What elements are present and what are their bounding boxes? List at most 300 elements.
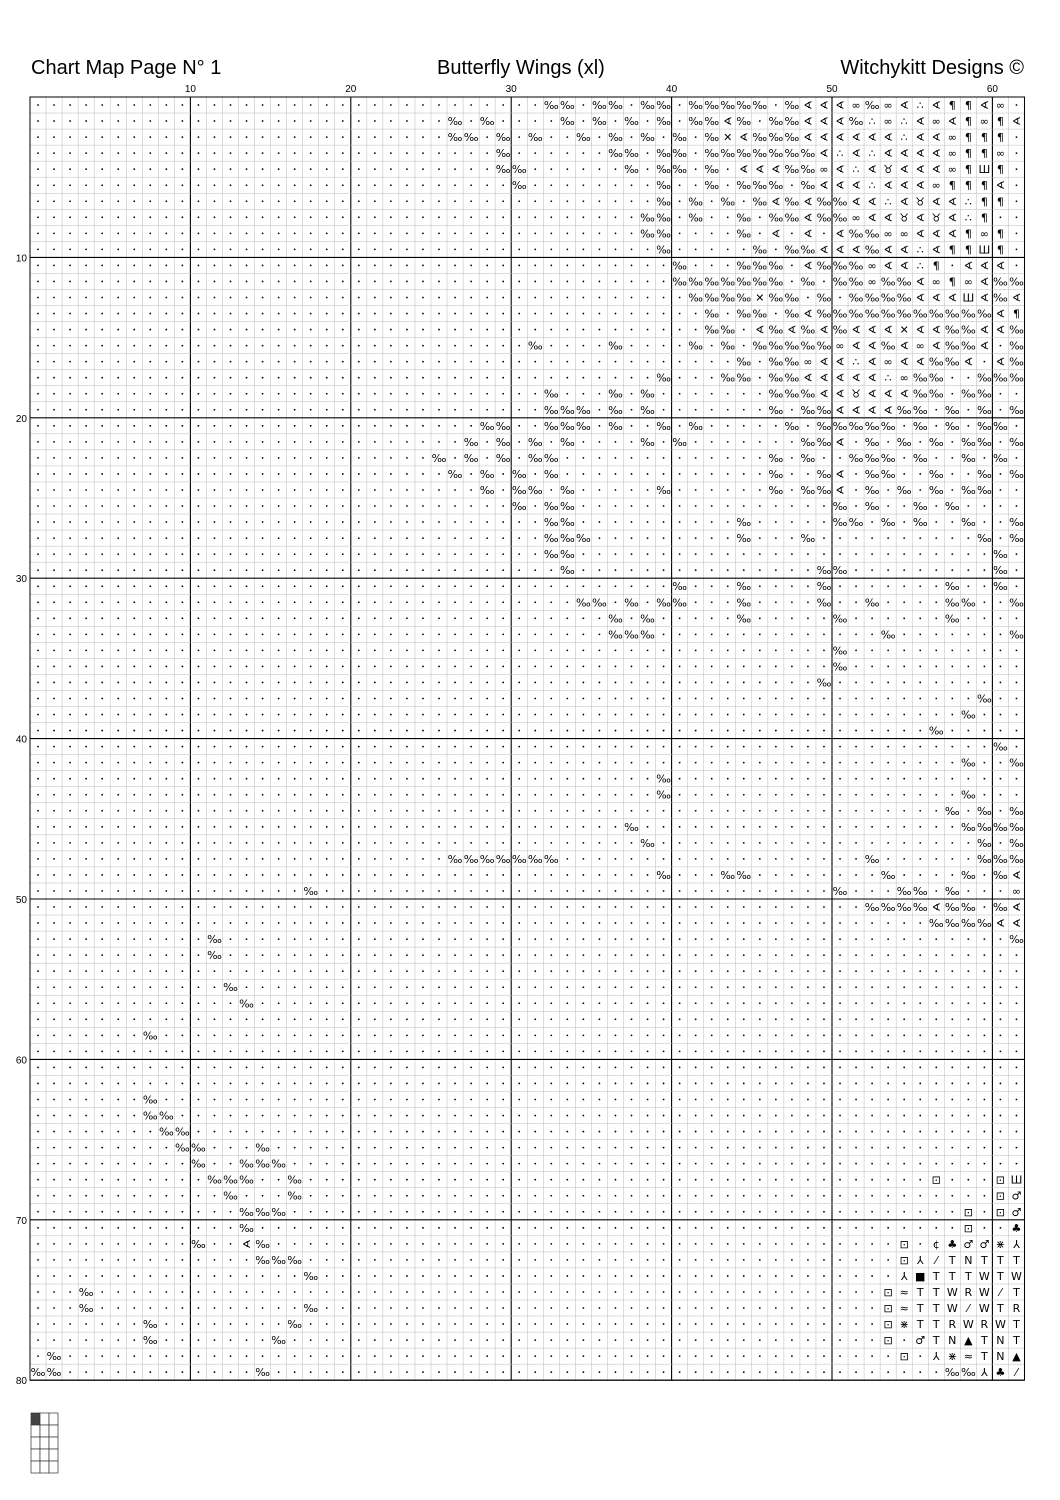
empty-cell-dot [149, 553, 151, 555]
empty-cell-dot [518, 1115, 520, 1117]
empty-cell-dot [69, 1243, 71, 1245]
empty-cell-dot [550, 1115, 552, 1117]
empty-cell-dot [101, 457, 103, 459]
empty-cell-dot [326, 938, 328, 940]
empty-cell-dot [181, 457, 183, 459]
empty-cell-dot [823, 1115, 825, 1117]
empty-cell-dot [871, 810, 873, 812]
empty-cell-dot [133, 489, 135, 491]
empty-cell-dot [518, 954, 520, 956]
stitch-symbol: ‰ [1009, 804, 1024, 818]
empty-cell-dot [871, 698, 873, 700]
empty-cell-dot [791, 778, 793, 780]
empty-cell-dot [1016, 778, 1018, 780]
empty-cell-dot [983, 1067, 985, 1069]
empty-cell-dot [775, 858, 777, 860]
empty-cell-dot [647, 329, 649, 331]
empty-cell-dot [502, 521, 504, 523]
stitch-symbol: ‰ [928, 917, 944, 931]
empty-cell-dot [149, 457, 151, 459]
empty-cell-dot [198, 168, 200, 170]
empty-cell-dot [823, 954, 825, 956]
empty-cell-dot [422, 553, 424, 555]
empty-cell-dot [278, 104, 280, 106]
empty-cell-dot [149, 1083, 151, 1085]
empty-cell-dot [374, 1259, 376, 1261]
empty-cell-dot [230, 377, 232, 379]
empty-cell-dot [759, 970, 761, 972]
empty-cell-dot [165, 313, 167, 315]
empty-cell-dot [262, 1083, 264, 1085]
empty-cell-dot [759, 505, 761, 507]
empty-cell-dot [181, 265, 183, 267]
empty-cell-dot [695, 986, 697, 988]
empty-cell-dot [422, 1099, 424, 1101]
empty-cell-dot [903, 537, 905, 539]
empty-cell-dot [230, 1259, 232, 1261]
stitch-symbol: ⅄ [916, 1253, 924, 1267]
empty-cell-dot [149, 922, 151, 924]
empty-cell-dot [358, 168, 360, 170]
stitch-symbol: ‰ [704, 179, 720, 193]
empty-cell-dot [262, 505, 264, 507]
empty-cell-dot [230, 1147, 232, 1149]
empty-cell-dot [133, 682, 135, 684]
stitch-symbol: ∢ [883, 147, 893, 161]
empty-cell-dot [663, 1067, 665, 1069]
empty-cell-dot [342, 1275, 344, 1277]
empty-cell-dot [711, 265, 713, 267]
empty-cell-dot [486, 890, 488, 892]
empty-cell-dot [823, 1131, 825, 1133]
empty-cell-dot [502, 361, 504, 363]
empty-cell-dot [342, 938, 344, 940]
stitch-symbol: ‰ [928, 467, 944, 481]
empty-cell-dot [69, 104, 71, 106]
empty-cell-dot [117, 200, 119, 202]
empty-cell-dot [165, 505, 167, 507]
stitch-symbol: ‰ [928, 724, 944, 738]
empty-cell-dot [807, 1002, 809, 1004]
empty-cell-dot [454, 1034, 456, 1036]
stitch-symbol: ‰ [768, 179, 784, 193]
empty-cell-dot [53, 730, 55, 732]
empty-cell-dot [502, 1034, 504, 1036]
empty-cell-dot [631, 1018, 633, 1020]
empty-cell-dot [133, 842, 135, 844]
empty-cell-dot [647, 906, 649, 908]
stitch-symbol: ‰ [656, 483, 671, 497]
empty-cell-dot [198, 986, 200, 988]
empty-cell-dot [486, 906, 488, 908]
stitch-symbol: ∢ [867, 387, 877, 401]
empty-cell-dot [775, 698, 777, 700]
empty-cell-dot [631, 409, 633, 411]
empty-cell-dot [246, 633, 248, 635]
empty-cell-dot [711, 1163, 713, 1165]
empty-cell-dot [647, 1259, 649, 1261]
empty-cell-dot [647, 1227, 649, 1229]
empty-cell-dot [358, 489, 360, 491]
empty-cell-dot [855, 1211, 857, 1213]
empty-cell-dot [727, 858, 729, 860]
empty-cell-dot [486, 746, 488, 748]
empty-cell-dot [117, 361, 119, 363]
empty-cell-dot [871, 585, 873, 587]
empty-cell-dot [230, 1050, 232, 1052]
empty-cell-dot [214, 1099, 216, 1101]
empty-cell-dot [711, 200, 713, 202]
empty-cell-dot [149, 232, 151, 234]
empty-cell-dot [438, 1291, 440, 1293]
empty-cell-dot [149, 297, 151, 299]
empty-cell-dot [117, 1195, 119, 1197]
empty-cell-dot [85, 457, 87, 459]
empty-cell-dot [983, 521, 985, 523]
empty-cell-dot [214, 714, 216, 716]
empty-cell-dot [727, 617, 729, 619]
empty-cell-dot [599, 313, 601, 315]
empty-cell-dot [85, 441, 87, 443]
empty-cell-dot [37, 265, 39, 267]
empty-cell-dot [486, 1179, 488, 1181]
stitch-symbol: ∢ [979, 275, 989, 289]
empty-cell-dot [438, 810, 440, 812]
empty-cell-dot [1000, 810, 1002, 812]
empty-cell-dot [647, 762, 649, 764]
empty-cell-dot [871, 1243, 873, 1245]
empty-cell-dot [165, 281, 167, 283]
empty-cell-dot [101, 200, 103, 202]
empty-cell-dot [374, 826, 376, 828]
stitch-symbol: ‰ [736, 355, 752, 369]
empty-cell-dot [695, 473, 697, 475]
empty-cell-dot [807, 874, 809, 876]
empty-cell-dot [823, 553, 825, 555]
empty-cell-dot [37, 730, 39, 732]
empty-cell-dot [743, 569, 745, 571]
empty-cell-dot [967, 553, 969, 555]
empty-cell-dot [839, 1291, 841, 1293]
empty-cell-dot [374, 1179, 376, 1181]
empty-cell-dot [791, 858, 793, 860]
empty-cell-dot [791, 585, 793, 587]
stitch-symbol: ≈ [899, 1285, 909, 1299]
empty-cell-dot [133, 970, 135, 972]
empty-cell-dot [149, 1018, 151, 1020]
empty-cell-dot [550, 1067, 552, 1069]
stitch-symbol: ‰ [752, 275, 768, 289]
empty-cell-dot [133, 714, 135, 716]
empty-cell-dot [198, 906, 200, 908]
stitch-symbol: ∢ [931, 227, 941, 241]
empty-cell-dot [342, 281, 344, 283]
stitch-symbol: ‰ [207, 933, 222, 947]
empty-cell-dot [486, 521, 488, 523]
empty-cell-dot [294, 1163, 296, 1165]
empty-cell-dot [198, 954, 200, 956]
empty-cell-dot [502, 184, 504, 186]
stitch-symbol: ‰ [784, 99, 800, 113]
empty-cell-dot [807, 505, 809, 507]
empty-cell-dot [181, 521, 183, 523]
empty-cell-dot [374, 842, 376, 844]
empty-cell-dot [631, 1002, 633, 1004]
empty-cell-dot [1016, 1050, 1018, 1052]
stitch-symbol: ‰ [271, 1157, 287, 1171]
empty-cell-dot [342, 601, 344, 603]
empty-cell-dot [262, 922, 264, 924]
empty-cell-dot [759, 778, 761, 780]
empty-cell-dot [855, 858, 857, 860]
empty-cell-dot [727, 361, 729, 363]
empty-cell-dot [133, 1195, 135, 1197]
empty-cell-dot [935, 810, 937, 812]
empty-cell-dot [262, 1195, 264, 1197]
empty-cell-dot [647, 698, 649, 700]
empty-cell-dot [679, 986, 681, 988]
stitch-symbol: ‰ [720, 371, 736, 385]
empty-cell-dot [534, 585, 536, 587]
empty-cell-dot [117, 553, 119, 555]
empty-cell-dot [37, 1131, 39, 1133]
empty-cell-dot [935, 569, 937, 571]
empty-cell-dot [454, 1163, 456, 1165]
empty-cell-dot [198, 216, 200, 218]
empty-cell-dot [983, 730, 985, 732]
empty-cell-dot [839, 970, 841, 972]
empty-cell-dot [502, 890, 504, 892]
empty-cell-dot [133, 1179, 135, 1181]
empty-cell-dot [486, 1339, 488, 1341]
empty-cell-dot [727, 216, 729, 218]
empty-cell-dot [181, 1002, 183, 1004]
empty-cell-dot [615, 489, 617, 491]
empty-cell-dot [246, 377, 248, 379]
empty-cell-dot [198, 1034, 200, 1036]
empty-cell-dot [695, 1131, 697, 1133]
empty-cell-dot [615, 1083, 617, 1085]
empty-cell-dot [214, 248, 216, 250]
empty-cell-dot [117, 184, 119, 186]
empty-cell-dot [919, 666, 921, 668]
empty-cell-dot [262, 184, 264, 186]
empty-cell-dot [839, 906, 841, 908]
empty-cell-dot [919, 714, 921, 716]
empty-cell-dot [887, 441, 889, 443]
empty-cell-dot [37, 505, 39, 507]
empty-cell-dot [342, 505, 344, 507]
empty-cell-dot [310, 104, 312, 106]
empty-cell-dot [775, 970, 777, 972]
empty-cell-dot [887, 1147, 889, 1149]
empty-cell-dot [117, 1115, 119, 1117]
stitch-symbol: ∢ [915, 179, 925, 193]
empty-cell-dot [358, 1227, 360, 1229]
empty-cell-dot [438, 1179, 440, 1181]
empty-cell-dot [53, 746, 55, 748]
empty-cell-dot [470, 1099, 472, 1101]
stitch-symbol: ∢ [915, 211, 925, 225]
empty-cell-dot [919, 970, 921, 972]
empty-cell-dot [486, 585, 488, 587]
empty-cell-dot [214, 473, 216, 475]
stitch-symbol: ‰ [1009, 532, 1024, 546]
empty-cell-dot [358, 1195, 360, 1197]
empty-cell-dot [149, 698, 151, 700]
empty-cell-dot [181, 1115, 183, 1117]
empty-cell-dot [871, 537, 873, 539]
empty-cell-dot [839, 1163, 841, 1165]
stitch-symbol: ‰ [736, 291, 752, 305]
empty-cell-dot [358, 361, 360, 363]
empty-cell-dot [406, 120, 408, 122]
empty-cell-dot [406, 168, 408, 170]
empty-cell-dot [566, 1227, 568, 1229]
stitch-symbol: ‰ [640, 99, 655, 113]
empty-cell-dot [470, 505, 472, 507]
empty-cell-dot [53, 281, 55, 283]
empty-cell-dot [967, 1131, 969, 1133]
empty-cell-dot [599, 361, 601, 363]
empty-cell-dot [69, 1195, 71, 1197]
empty-cell-dot [871, 714, 873, 716]
empty-cell-dot [85, 714, 87, 716]
empty-cell-dot [101, 1275, 103, 1277]
empty-cell-dot [663, 1018, 665, 1020]
empty-cell-dot [983, 890, 985, 892]
empty-cell-dot [69, 1115, 71, 1117]
empty-cell-dot [326, 1002, 328, 1004]
empty-cell-dot [214, 649, 216, 651]
empty-cell-dot [358, 617, 360, 619]
empty-cell-dot [711, 489, 713, 491]
stitch-symbol: ‰ [848, 275, 864, 289]
empty-cell-dot [390, 232, 392, 234]
empty-cell-dot [582, 1099, 584, 1101]
stitch-symbol: ‰ [832, 884, 848, 898]
empty-cell-dot [165, 682, 167, 684]
empty-cell-dot [181, 954, 183, 956]
empty-cell-dot [198, 826, 200, 828]
empty-cell-dot [85, 329, 87, 331]
empty-cell-dot [647, 922, 649, 924]
empty-cell-dot [582, 1067, 584, 1069]
empty-cell-dot [149, 633, 151, 635]
empty-cell-dot [727, 601, 729, 603]
empty-cell-dot [759, 842, 761, 844]
empty-cell-dot [679, 938, 681, 940]
stitch-symbol: Ш [962, 291, 975, 305]
empty-cell-dot [839, 1259, 841, 1261]
empty-cell-dot [85, 1018, 87, 1020]
empty-cell-dot [198, 409, 200, 411]
stitch-symbol: ‰ [752, 339, 768, 353]
empty-cell-dot [326, 489, 328, 491]
empty-cell-dot [214, 409, 216, 411]
empty-cell-dot [342, 954, 344, 956]
empty-cell-dot [759, 120, 761, 122]
empty-cell-dot [69, 1034, 71, 1036]
stitch-symbol: ∢ [947, 291, 957, 305]
empty-cell-dot [550, 232, 552, 234]
empty-cell-dot [262, 216, 264, 218]
empty-cell-dot [117, 601, 119, 603]
empty-cell-dot [727, 393, 729, 395]
empty-cell-dot [679, 762, 681, 764]
empty-cell-dot [695, 698, 697, 700]
empty-cell-dot [198, 297, 200, 299]
empty-cell-dot [262, 1034, 264, 1036]
empty-cell-dot [502, 232, 504, 234]
empty-cell-dot [37, 714, 39, 716]
empty-cell-dot [422, 441, 424, 443]
empty-cell-dot [342, 649, 344, 651]
empty-cell-dot [406, 441, 408, 443]
empty-cell-dot [823, 1099, 825, 1101]
stitch-symbol: ‰ [736, 115, 752, 129]
empty-cell-dot [326, 297, 328, 299]
empty-cell-dot [101, 730, 103, 732]
empty-cell-dot [679, 216, 681, 218]
empty-cell-dot [278, 473, 280, 475]
empty-cell-dot [679, 1147, 681, 1149]
empty-cell-dot [582, 1147, 584, 1149]
stitch-symbol: ∢ [835, 179, 845, 193]
stitch-symbol: ∴ [836, 147, 844, 161]
empty-cell-dot [855, 794, 857, 796]
empty-cell-dot [743, 1131, 745, 1133]
empty-cell-dot [294, 216, 296, 218]
empty-cell-dot [759, 1195, 761, 1197]
stitch-symbol: ‰ [848, 259, 864, 273]
empty-cell-dot [69, 906, 71, 908]
empty-cell-dot [117, 152, 119, 154]
empty-cell-dot [294, 954, 296, 956]
empty-cell-dot [518, 553, 520, 555]
empty-cell-dot [791, 698, 793, 700]
empty-cell-dot [438, 666, 440, 668]
empty-cell-dot [647, 1163, 649, 1165]
empty-cell-dot [534, 1211, 536, 1213]
empty-cell-dot [406, 505, 408, 507]
stitch-symbol: ∢ [963, 259, 973, 273]
empty-cell-dot [230, 1227, 232, 1229]
empty-cell-dot [278, 521, 280, 523]
empty-cell-dot [935, 1227, 937, 1229]
empty-cell-dot [470, 281, 472, 283]
empty-cell-dot [679, 297, 681, 299]
empty-cell-dot [711, 393, 713, 395]
empty-cell-dot [53, 569, 55, 571]
empty-cell-dot [262, 473, 264, 475]
empty-cell-dot [983, 553, 985, 555]
empty-cell-dot [534, 104, 536, 106]
empty-cell-dot [679, 649, 681, 651]
empty-cell-dot [133, 361, 135, 363]
stitch-symbol: ‰ [656, 371, 671, 385]
empty-cell-dot [69, 714, 71, 716]
empty-cell-dot [983, 666, 985, 668]
empty-cell-dot [294, 393, 296, 395]
empty-cell-dot [214, 810, 216, 812]
stitch-symbol: ∢ [851, 339, 861, 353]
empty-cell-dot [566, 200, 568, 202]
empty-cell-dot [679, 922, 681, 924]
empty-cell-dot [181, 649, 183, 651]
empty-cell-dot [85, 184, 87, 186]
empty-cell-dot [181, 794, 183, 796]
